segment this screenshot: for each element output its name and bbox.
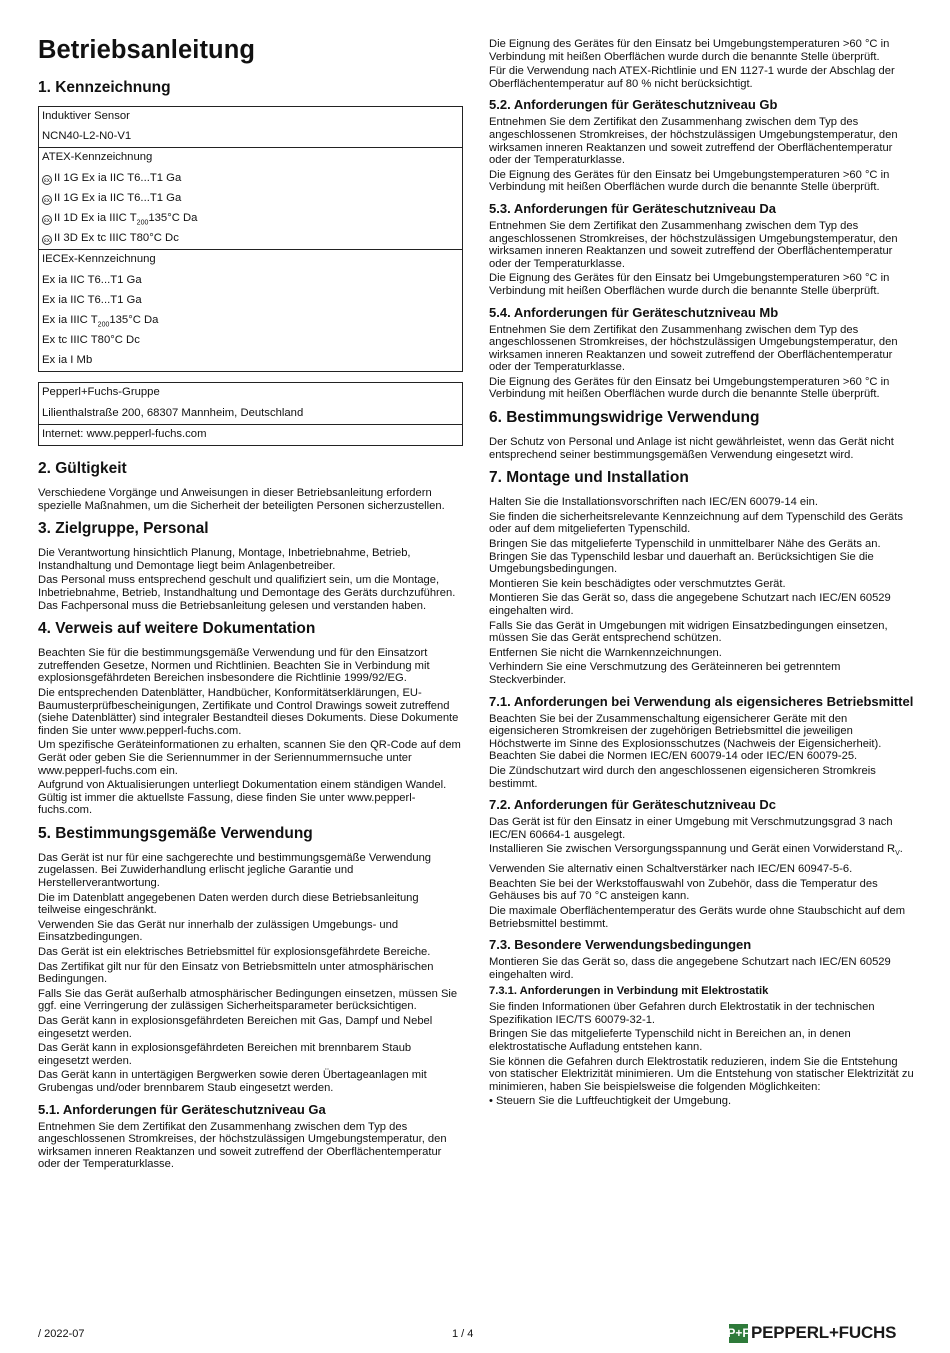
paragraph: Entnehmen Sie dem Zertifikat den Zusammenhang zwischen dem Typ des angeschlossenen Stromkreises, der höchstzulässigen Umgebungstemperatur, den wirksamen inneren Reaktanzen und soweit zutreffend der Oberflächentemperatur oder der Temperaturklasse. bbox=[489, 219, 898, 270]
paragraph: Die Eignung des Gerätes für den Einsatz bei Umgebungstemperaturen >60 °C in Verbindung mit heißen Oberflächen wurde durch die benannte Stelle überprüft. bbox=[489, 272, 890, 297]
company-name: Pepperl+Fuchs-Gruppe bbox=[42, 386, 160, 399]
paragraph: Verwenden Sie alternativ einen Schaltverstärker nach IEC/EN 60947-5-6. bbox=[489, 863, 853, 876]
section-4-heading: 4. Verweis auf weitere Dokumentation bbox=[38, 620, 316, 638]
paragraph: Sie finden Informationen über Gefahren durch Elektrostatik in der technischen Spezifikation IEC/TS 60079-32-1. bbox=[489, 1001, 875, 1026]
paragraph: Sie können die Gefahren durch Elektrostatik reduzieren, indem Sie die Entstehung von statischer Elektrizität minimieren. Um die Entstehung von statischer Elektrizität zu minimieren, haben Sie beispielsweise die folgenden Möglichkeiten: bbox=[489, 1055, 914, 1093]
paragraph: Die maximale Oberflächentemperatur des Geräts wurde ohne Staubschicht auf dem Betriebsmittel bestimmt. bbox=[489, 904, 906, 930]
paragraph: Verwenden Sie das Gerät nur innerhalb der zulässigen Umgebungs- und Einsatzbedingungen. bbox=[38, 918, 399, 944]
atex-label: ATEX-Kennzeichnung bbox=[42, 151, 153, 164]
iecex-label: IECEx-Kennzeichnung bbox=[42, 253, 156, 266]
section-7-heading: 7. Montage und Installation bbox=[489, 469, 689, 487]
paragraph: Die Eignung des Gerätes für den Einsatz bei Umgebungstemperaturen >60 °C in Verbindung mit heißen Oberflächen wurde durch die benannte Stelle überprüft. bbox=[489, 38, 890, 63]
paragraph: Halten Sie die Installationsvorschriften nach IEC/EN 60079-14 ein. bbox=[489, 496, 818, 509]
brand-name: PEPPERL+FUCHS bbox=[751, 1323, 897, 1342]
bullet-list bbox=[489, 1095, 914, 1108]
paragraph: Entnehmen Sie dem Zertifikat den Zusammenhang zwischen dem Typ des angeschlossenen Stromkreises, der höchstzulässigen Umgebungstemperatur, den wirksamen inneren Reaktanzen und soweit zutreffend der Oberflächentemperatur oder der Temperaturklasse. bbox=[38, 1120, 447, 1171]
paragraph: Falls Sie das Gerät außerhalb atmosphärischer Bedingungen einsetzen, müssen Sie ggf. eine Verringerung der zulässigen Sicherheitsparameter berücksichtigen. bbox=[38, 987, 458, 1013]
brand-logo bbox=[729, 1322, 896, 1344]
atex-row: εx II 1G Ex ia IIC T6...T1 Ga bbox=[39, 189, 462, 209]
paragraph: Um spezifische Geräteinformationen zu erhalten, scannen Sie den QR-Code auf dem Gerät oder geben Sie die Seriennummer in der Seriennummernsuche unter www.pepperl-fuchs.com ein. bbox=[38, 739, 461, 777]
paragraph: Das Gerät kann in explosionsgefährdeten Bereichen mit brennbarem Staub eingesetzt werden. bbox=[38, 1042, 412, 1067]
paragraph: Das Gerät ist für den Einsatz in einer Umgebung mit Verschmutzungsgrad 3 nach IEC/EN 60664-1 ausgelegt. bbox=[489, 816, 893, 841]
atex-row: εx II 1G Ex ia IIC T6...T1 Ga bbox=[39, 169, 462, 189]
paragraph: Entnehmen Sie dem Zertifikat den Zusammenhang zwischen dem Typ des angeschlossenen Stromkreises, der höchstzulässigen Umgebungstemperatur, den wirksamen inneren Reaktanzen und soweit zutreffend der Oberflächentemperatur oder der Temperaturklasse. bbox=[489, 116, 898, 167]
iecex-row: Ex ia IIIC $T_{200}135^\circ C$ Da bbox=[42, 313, 159, 329]
paragraph: Das Gerät ist nur für eine sachgerechte und bestimmungsgemäße Verwendung zugelassen. Bei Zuwiderhandlung erlischt jegliche Garantie und Herstellerverantwortung. bbox=[38, 851, 432, 890]
paragraph: Montieren Sie das Gerät so, dass die angegebene Schutzart nach IEC/EN 60529 eingehalten wird. bbox=[489, 956, 891, 981]
paragraph: Das Zertifikat gilt nur für den Einsatz von Betriebsmitteln unter atmosphärischen Bedingungen. bbox=[38, 960, 434, 986]
paragraph: Bringen Sie das mitgelieferte Typenschild nicht in Bereichen an, in denen elektrostatische Aufladung entstehen kann. bbox=[489, 1028, 851, 1054]
section-1-heading: 1. Kennzeichnung bbox=[38, 79, 171, 96]
section-5-1-heading: 5.1. Anforderungen für Geräteschutzniveau Ga bbox=[38, 1101, 326, 1117]
brand-logo-icon: P+F bbox=[729, 1324, 748, 1343]
paragraph: Verhindern Sie eine Verschmutzung des Geräteinneren bei getrenntem Steckverbinder. bbox=[489, 661, 841, 686]
paragraph: Beachten Sie bei der Werkstoffauswahl von Zubehör, dass die Temperatur des Gehäuses bis auf 70 °C ansteigen kann. bbox=[489, 877, 878, 903]
paragraph: Die Eignung des Gerätes für den Einsatz bei Umgebungstemperaturen >60 °C in Verbindung mit heißen Oberflächen wurde durch die benannte Stelle überprüft. bbox=[489, 168, 890, 194]
paragraph: Für die Verwendung nach ATEX-Richtlinie und EN 1127-1 wurde der Abschlag der Oberflächentemperatur auf 80 % nicht berücksichtigt. bbox=[489, 65, 895, 90]
iecex-section bbox=[39, 249, 462, 371]
atex-section bbox=[39, 147, 462, 249]
section-6-heading: 6. Bestimmungswidrige Verwendung bbox=[489, 409, 760, 427]
paragraph: Die Verantwortung hinsichtlich Planung, Montage, Inbetriebnahme, Betrieb, Instandhaltung und Demontage liegt beim Anlagenbetreiber. bbox=[38, 547, 411, 572]
left-column bbox=[38, 30, 463, 1173]
section-7-3-1-heading: 7.3.1. Anforderungen in Verbindung mit Elektrostatik bbox=[489, 985, 769, 998]
paragraph: Verschiedene Vorgänge und Anweisungen in dieser Betriebsanleitung erfordern spezielle Maßnahmen, um die Sicherheit der beteiligten Personen sicherzustellen. bbox=[38, 487, 445, 512]
iecex-row: Ex ia I Mb bbox=[42, 354, 93, 367]
page-number: 1 / 4 bbox=[452, 1328, 474, 1340]
sensor-label: Induktiver Sensor bbox=[42, 110, 130, 122]
atex-row: εx II 3D Ex tc IIIC T80°C Dc bbox=[39, 229, 462, 249]
sensor-section bbox=[39, 107, 462, 147]
ex-icon: εx bbox=[42, 175, 52, 185]
paragraph: Entfernen Sie nicht die Warnkennzeichnungen. bbox=[489, 646, 722, 659]
ex-icon: εx bbox=[42, 235, 52, 245]
marking-table bbox=[38, 106, 463, 372]
company-table bbox=[38, 382, 463, 446]
paragraph: Aufgrund von Aktualisierungen unterliegt Dokumentation einem ständigen Wandel. Gültig ist immer die aktuellste Fassung, diese finden Sie unter www.pepperl-fuchs.com. bbox=[38, 779, 447, 817]
paragraph: Sie finden die sicherheitsrelevante Kennzeichnung auf dem Typenschild des Geräts oder auf dem mitgelieferten Typenschild. bbox=[489, 510, 903, 536]
section-5-4-heading: 5.4. Anforderungen für Geräteschutzniveau Mb bbox=[489, 304, 779, 320]
ex-icon: εx bbox=[42, 215, 52, 225]
iecex-row: Ex ia IIC T6...T1 Ga bbox=[42, 293, 142, 306]
section-7-1-heading: 7.1. Anforderungen bei Verwendung als eigensicheres Betriebsmittel bbox=[489, 693, 914, 709]
paragraph: Die im Datenblatt angegebenen Daten werden durch diese Betriebsanleitung teilweise eingeschränkt. bbox=[38, 891, 419, 917]
paragraph: Das Gerät kann in untertägigen Bergwerken sowie deren Übertageanlagen mit Grubengas und/oder brennbarem Staub eingesetzt werden. bbox=[38, 1069, 427, 1094]
right-column bbox=[489, 38, 914, 1110]
document-title: Betriebsanleitung bbox=[38, 36, 256, 64]
company-internet: Internet: www.pepperl-fuchs.com bbox=[42, 427, 207, 440]
paragraph: Montieren Sie kein beschädigtes oder verschmutztes Gerät. bbox=[489, 577, 786, 590]
paragraph: Beachten Sie bei der Zusammenschaltung eigensicherer Geräte mit den eigensicheren Stromkreisen der zugehörigen Betriebsmittel die jeweiligen Höchstwerte im Sinne des Explosionsschutzes (Nachweis der Eigensicherheit). Beachten Sie dabei die Normen IEC/EN 60079-14 oder IEC/EN 60079-25. bbox=[489, 712, 882, 763]
paragraph: Falls Sie das Gerät in Umgebungen mit widrigen Einsatzbedingungen einsetzen, müssen Sie das Gerät entsprechend schützen. bbox=[489, 619, 888, 645]
paragraph: Beachten Sie für die bestimmungsgemäße Verwendung und für den Einsatzort zutreffenden Gesetze, Normen und Richtlinien. Beachten Sie in Verbindung mit explosionsgefährdeten Bereichen insbesondere die Richtlinie 1999/92/EG. bbox=[38, 647, 430, 685]
section-7-3-heading: 7.3. Besondere Verwendungsbedingungen bbox=[489, 937, 752, 953]
ex-icon: εx bbox=[42, 195, 52, 205]
company-address: Lilienthalstraße 200, 68307 Mannheim, Deutschland bbox=[42, 406, 304, 419]
sensor-model: NCN40-L2-N0-V1 bbox=[42, 130, 132, 143]
section-3-heading: 3. Zielgruppe, Personal bbox=[38, 520, 209, 538]
paragraph: Das Gerät kann in explosionsgefährdeten Bereichen mit Gas, Dampf und Nebel eingesetzt werden. bbox=[38, 1015, 433, 1040]
section-5-heading: 5. Bestimmungsgemäße Verwendung bbox=[38, 824, 313, 842]
paragraph: Die Eignung des Gerätes für den Einsatz bei Umgebungstemperaturen >60 °C in Verbindung mit heißen Oberflächen wurde durch die benannte Stelle überprüft. bbox=[489, 375, 890, 401]
paragraph: Entnehmen Sie dem Zertifikat den Zusammenhang zwischen dem Typ des angeschlossenen Stromkreises, der höchstzulässigen Umgebungstemperatur, den wirksamen inneren Reaktanzen und soweit zutreffend der Oberflächentemperatur oder der Temperaturklasse. bbox=[489, 323, 898, 374]
iecex-row: Ex tc IIIC T80°C Dc bbox=[42, 334, 140, 347]
section-2-heading: 2. Gültigkeit bbox=[38, 460, 127, 477]
iecex-row: Ex ia IIC T6...T1 Ga bbox=[42, 273, 142, 286]
paragraph: Das Gerät ist ein elektrisches Betriebsmittel für explosionsgefährdete Bereiche. bbox=[38, 946, 431, 959]
atex-row: εx II 1D Ex ia IIIC $T_{200}135^\circ C$ Da bbox=[39, 209, 462, 229]
paragraph: Das Personal muss entsprechend geschult und qualifiziert sein, um die Montage, Inbetriebnahme, Betrieb, Instandhaltung und Demontage des Geräts durchzuführen. Das Fachpersonal muss die Betriebsanleitung gelesen und verstanden haben. bbox=[38, 574, 456, 612]
footer-date: / 2022-07 bbox=[38, 1328, 85, 1340]
section-7-2-heading: 7.2. Anforderungen für Geräteschutzniveau Dc bbox=[489, 797, 777, 813]
paragraph: Die Zündschutzart wird durch den angeschlossenen eigensicheren Stromkreis bestimmt. bbox=[489, 764, 876, 790]
paragraph: Die entsprechenden Datenblätter, Handbücher, Konformitätserklärungen, EU-Baumusterprüfbescheinigungen, Zertifikate und Control Drawings soweit zutreffend (siehe Datenblätter) sind integraler Bestandteil dieses Dokuments. Diese Dokumente finden Sie unter www.pepperl-fuchs.com. bbox=[38, 686, 459, 737]
paragraph: Bringen Sie das mitgelieferte Typenschild in unmittelbarer Nähe des Geräts an. Bringen Sie das Typenschild lesbar und dauerhaft an. Berücksichtigen Sie die Umgebungsbedingungen. bbox=[489, 538, 881, 576]
section-5-3-heading: 5.3. Anforderungen für Geräteschutzniveau Da bbox=[489, 200, 777, 216]
paragraph: Der Schutz von Personal und Anlage ist nicht gewährleistet, wenn das Gerät nicht entsprechend seiner bestimmungsgemäßen Verwendung eingesetzt wird. bbox=[489, 436, 894, 461]
paragraph: Installieren Sie zwischen Versorgungsspannung und Gerät einen Vorwiderstand $R_V$. bbox=[489, 843, 903, 858]
section-5-2-heading: 5.2. Anforderungen für Geräteschutzniveau Gb bbox=[489, 97, 778, 113]
list-item: • Steuern Sie die Luftfeuchtigkeit der Umgebung. bbox=[489, 1095, 732, 1108]
paragraph: Montieren Sie das Gerät so, dass die angegebene Schutzart nach IEC/EN 60529 eingehalten wird. bbox=[489, 592, 891, 617]
